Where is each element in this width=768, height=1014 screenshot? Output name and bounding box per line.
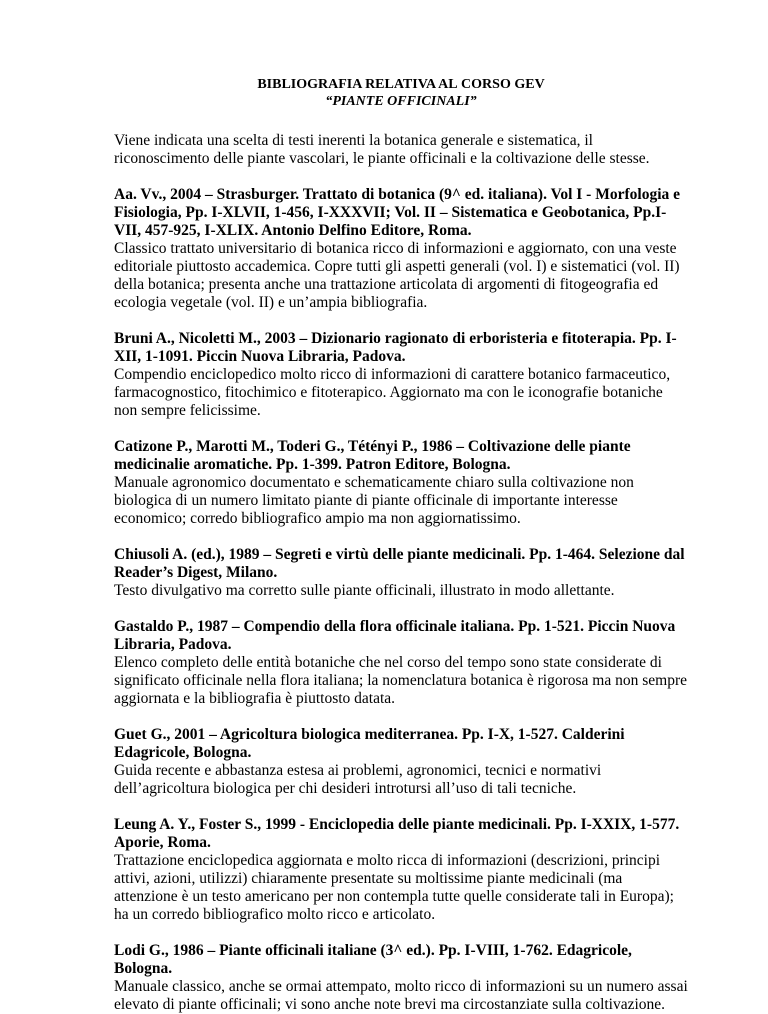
entry-citation: Guet G., 2001 – Agricoltura biologica mediterranea. Pp. I-X, 1-527. Calderini Edagricole, Bologna. — [114, 726, 625, 761]
entry-citation: Lodi G., 1986 – Piante officinali italiane (3^ ed.). Pp. I-VIII, 1-762. Edagricole, Bologna. — [114, 942, 632, 977]
entry-citation: Catizone P., Marotti M., Toderi G., Tétényi P., 1986 – Coltivazione delle piante medicinalie aromatiche. Pp. 1-399. Patron Editore, Bologna. — [114, 438, 631, 473]
entry-description: Compendio enciclopedico molto ricco di informazioni di carattere botanico farmaceutico, farmacognostico, fitochimico e fitoterapico. Aggiornato ma con le iconografie botaniche non sempre felicissime. — [114, 366, 671, 419]
bibliography-entry — [114, 618, 688, 708]
entry-description: Manuale agronomico documentato e schematicamente chiaro sulla coltivazione non biologica di un numero limitato piante di piante officinale di importante interesse economico; corredo bibliografico ampio ma non aggiornatissimo. — [114, 474, 634, 527]
bibliography-entry — [114, 438, 688, 528]
entry-citation: Chiusoli A. (ed.), 1989 – Segreti e virtù delle piante medicinali. Pp. 1-464. Selezione dal Reader’s Digest, Milano. — [114, 546, 685, 581]
entry-citation: Aa. Vv., 2004 – Strasburger. Trattato di botanica (9^ ed. italiana). Vol I - Morfologia e Fisiologia, Pp. I-XLVII, 1-456, I-XXXVII; Vol. II – Sistematica e Geobotanica, Pp.I-VII, 457-925, I-XLIX. Antonio Delfino Editore, Roma. — [114, 186, 680, 239]
title-line-1 — [114, 76, 688, 93]
entry-description: Trattazione enciclopedica aggiornata e molto ricca di informazioni (descrizioni, principi attivi, azioni, utilizzi) chiaramente presentate su moltissime piante medicinali (ma attenzione è un testo americano per non contempla tutte quelle considerate tali in Europa); ha un corredo bibliografico molto ricco e articolato. — [114, 852, 674, 923]
title-initial-c: C — [457, 77, 472, 92]
entry-description: Classico trattato universitario di botanica ricco di informazioni e aggiornato, con una veste editoriale piuttosto accademica. Copre tutti gli aspetti generali (vol. I) e sistematici (vol. II) della botanica; presenta anche una trattazione articolata di argomenti di fitogeografia ed ecologia vegetale (vol. II) e un’ampia bibliografia. — [114, 240, 680, 311]
bibliography-entry — [114, 726, 688, 798]
title-gev: GEV — [510, 77, 545, 92]
bibliography-entry — [114, 816, 688, 924]
title-smallcaps-2: ORSO — [471, 77, 511, 92]
bibliography-entry — [114, 330, 688, 420]
bibliography-entry — [114, 546, 688, 600]
entry-description: Guida recente e abbastanza estesa ai problemi, agronomici, tecnici e normativi dell’agricoltura biologica per chi desideri introtursi all’uso di tali tecniche. — [114, 762, 602, 797]
entry-description: Testo divulgativo ma corretto sulle piante officinali, illustrato in modo allettante. — [114, 582, 615, 599]
intro-paragraph: Viene indicata una scelta di testi inerenti la botanica generale e sistematica, il riconoscimento delle piante vascolari, le piante officinali e la coltivazione delle stesse. — [114, 132, 650, 167]
entry-citation: Bruni A., Nicoletti M., 2003 – Dizionario ragionato di erboristeria e fitoterapia. Pp. I-XII, 1-1091. Piccin Nuova Libraria, Padova. — [114, 330, 677, 365]
title-smallcaps-1: IBLIOGRAFIA RELATIVA AL — [266, 77, 458, 92]
title-line-2: “PIANTE OFFICINALI” — [325, 94, 477, 109]
entry-citation: Gastaldo P., 1987 – Compendio della flora officinale italiana. Pp. 1-521. Piccin Nuova Libraria, Padova. — [114, 618, 676, 653]
document-title — [114, 76, 688, 110]
bibliography-entry — [114, 186, 688, 312]
bibliography-entry — [114, 942, 688, 1014]
entry-description: Manuale classico, anche se ormai attempato, molto ricco di informazioni su un numero assai elevato di piante officinali; vi sono anche note brevi ma circostanziate sulla coltivazione. — [114, 978, 688, 1013]
entry-citation: Leung A. Y., Foster S., 1999 - Enciclopedia delle piante medicinali. Pp. I-XXIX, 1-577. Aporie, Roma. — [114, 816, 680, 851]
title-initial-b: B — [257, 77, 267, 92]
entry-description: Elenco completo delle entità botaniche che nel corso del tempo sono state considerate di significato officinale nella flora italiana; la nomenclatura botanica è rigorosa ma non sempre aggiornata e la bibliografia è piuttosto datata. — [114, 654, 687, 707]
